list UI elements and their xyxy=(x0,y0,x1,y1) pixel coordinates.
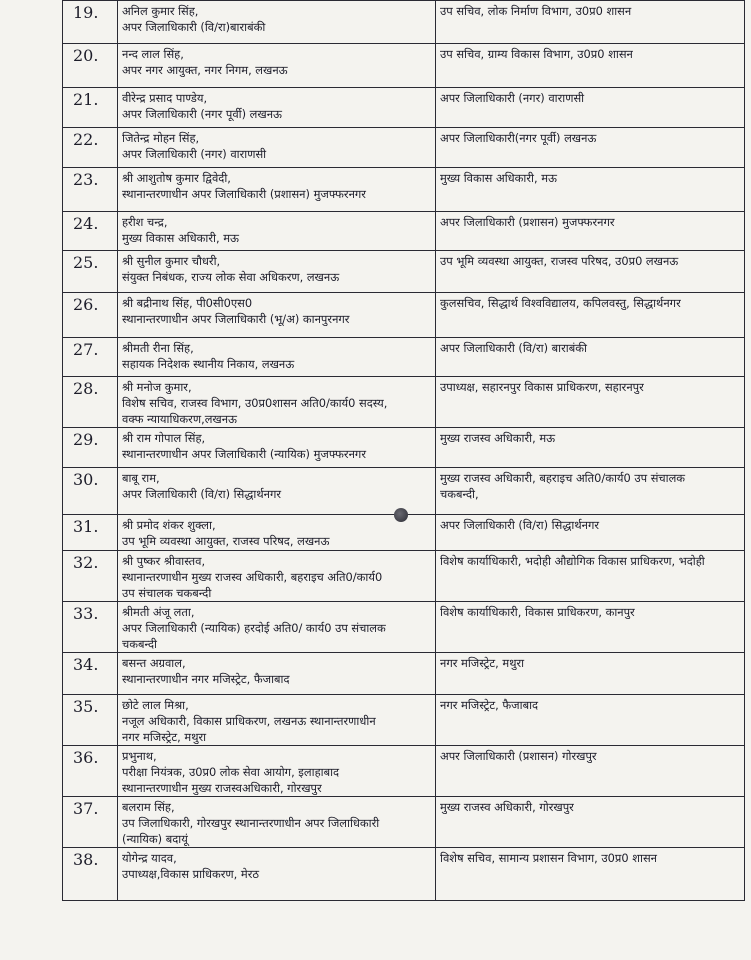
officer-name: श्री प्रमोद शंकर शुक्ला, xyxy=(122,518,216,532)
officer-current-cell xyxy=(118,515,436,551)
officer-name: श्री बद्रीनाथ सिंह, पी0सी0एस0 xyxy=(122,296,253,310)
officer-current-cell xyxy=(118,168,436,212)
serial-number: 34. xyxy=(63,653,118,695)
officer-current-cell xyxy=(118,212,436,251)
serial-number: 30. xyxy=(63,468,118,515)
new-post-line: अपर जिलाधिकारी(नगर पूर्वी) लखनऊ xyxy=(440,131,597,145)
current-post-line: स्थानान्तरणाधीन मुख्य राजस्वअधिकारी, गोरखपुर xyxy=(122,781,322,795)
current-post-line: उप जिलाधिकारी, गोरखपुर स्थानान्तरणाधीन अपर जिलाधिकारी xyxy=(122,816,380,830)
new-posting-cell xyxy=(436,128,745,168)
officer-current-cell xyxy=(118,695,436,746)
officer-current-cell xyxy=(118,746,436,797)
new-posting-cell xyxy=(436,695,745,746)
officer-name: प्रभुनाथ, xyxy=(122,749,157,763)
table-row xyxy=(63,168,745,212)
new-post-line: नगर मजिस्ट्रेट, मथुरा xyxy=(440,656,525,670)
table-row xyxy=(63,88,745,128)
serial-number: 31. xyxy=(63,515,118,551)
table-row xyxy=(63,428,745,468)
new-posting-cell xyxy=(436,428,745,468)
officer-name: श्रीमती अंजू लता, xyxy=(122,605,195,619)
current-post-line: अपर जिलाधिकारी (वि/रा) सिद्धार्थनगर xyxy=(122,487,282,501)
current-post-line: उपाध्यक्ष,विकास प्राधिकरण, मेरठ xyxy=(122,867,260,881)
new-post-line: अपर जिलाधिकारी (प्रशासन) मुजफ्फरनगर xyxy=(440,215,615,229)
serial-number: 24. xyxy=(63,212,118,251)
serial-number: 27. xyxy=(63,338,118,377)
new-posting-cell xyxy=(436,168,745,212)
table-row xyxy=(63,293,745,338)
new-posting-cell xyxy=(436,251,745,293)
current-post-line: मुख्य विकास अधिकारी, मऊ xyxy=(122,231,239,245)
officer-name: छोटे लाल मिश्रा, xyxy=(122,698,189,712)
new-posting-cell xyxy=(436,797,745,848)
table-row xyxy=(63,653,745,695)
current-post-line: अपर जिलाधिकारी (वि/रा)बाराबंकी xyxy=(122,20,266,34)
serial-number: 25. xyxy=(63,251,118,293)
table-row xyxy=(63,128,745,168)
new-posting-cell xyxy=(436,653,745,695)
officer-current-cell xyxy=(118,1,436,44)
new-post-line: कुलसचिव, सिद्धार्थ विश्वविद्यालय, कपिलवस्तु, सिद्धार्थनगर xyxy=(440,296,681,310)
serial-number: 19. xyxy=(63,1,118,44)
table-row xyxy=(63,251,745,293)
new-post-line: नगर मजिस्ट्रेट, फैजाबाद xyxy=(440,698,539,712)
table-row xyxy=(63,746,745,797)
officer-name: हरीश चन्द्र, xyxy=(122,215,168,229)
current-post-line: उप भूमि व्यवस्था आयुक्त, राजस्व परिषद, लखनऊ xyxy=(122,534,330,548)
table-row xyxy=(63,212,745,251)
table-row xyxy=(63,468,745,515)
serial-number: 23. xyxy=(63,168,118,212)
new-post-line: चकबन्दी, xyxy=(440,487,479,501)
officer-name: श्री आशुतोष कुमार द्विवेदी, xyxy=(122,171,231,185)
officer-name: श्रीमती रीना सिंह, xyxy=(122,341,194,355)
new-posting-cell xyxy=(436,746,745,797)
officer-current-cell xyxy=(118,468,436,515)
current-post-line: स्थानान्तरणाधीन अपर जिलाधिकारी (न्यायिक) मुजफ्फरनगर xyxy=(122,447,366,461)
table-row xyxy=(63,602,745,653)
serial-number: 38. xyxy=(63,848,118,901)
serial-number: 20. xyxy=(63,44,118,88)
new-posting-cell xyxy=(436,44,745,88)
transfer-list-sheet xyxy=(62,0,744,945)
new-post-line: मुख्य राजस्व अधिकारी, गोरखपुर xyxy=(440,800,574,814)
table-row xyxy=(63,338,745,377)
new-posting-cell xyxy=(436,212,745,251)
new-post-line: अपर जिलाधिकारी (प्रशासन) गोरखपुर xyxy=(440,749,597,763)
new-post-line: उप सचिव, ग्राम्य विकास विभाग, उ0प्र0 शासन xyxy=(440,47,633,61)
officer-name: बाबू राम, xyxy=(122,471,160,485)
new-posting-cell xyxy=(436,848,745,901)
serial-number: 21. xyxy=(63,88,118,128)
current-post-line: वक्फ न्यायाधिकरण,लखनऊ xyxy=(122,412,237,426)
officer-current-cell xyxy=(118,551,436,602)
new-posting-cell xyxy=(436,88,745,128)
officer-current-cell xyxy=(118,128,436,168)
current-post-line: चकबन्दी xyxy=(122,637,158,651)
new-post-line: अपर जिलाधिकारी (वि/रा) सिद्धार्थनगर xyxy=(440,518,600,532)
new-post-line: विशेष कार्याधिकारी, विकास प्राधिकरण, कानपुर xyxy=(440,605,635,619)
transfer-table xyxy=(62,0,745,901)
new-posting-cell xyxy=(436,377,745,428)
new-posting-cell xyxy=(436,1,745,44)
officer-name: अनिल कुमार सिंह, xyxy=(122,4,199,18)
officer-current-cell xyxy=(118,377,436,428)
table-row xyxy=(63,44,745,88)
officer-name: श्री मनोज कुमार, xyxy=(122,380,192,394)
table-row xyxy=(63,551,745,602)
table-row xyxy=(63,797,745,848)
current-post-line: विशेष सचिव, राजस्व विभाग, उ0प्र0शासन अति0/कार्य0 सदस्य, xyxy=(122,396,388,410)
new-posting-cell xyxy=(436,551,745,602)
serial-number: 33. xyxy=(63,602,118,653)
current-post-line: स्थानान्तरणाधीन अपर जिलाधिकारी (भू/अ) कानपुरनगर xyxy=(122,312,350,326)
serial-number: 26. xyxy=(63,293,118,338)
table-row xyxy=(63,1,745,44)
serial-number: 29. xyxy=(63,428,118,468)
new-post-line: मुख्य राजस्व अधिकारी, मऊ xyxy=(440,431,556,445)
officer-name: योगेन्द्र यादव, xyxy=(122,851,177,865)
table-row xyxy=(63,695,745,746)
officer-current-cell xyxy=(118,88,436,128)
officer-current-cell xyxy=(118,848,436,901)
new-posting-cell xyxy=(436,515,745,551)
officer-name: श्री सुनील कुमार चौधरी, xyxy=(122,254,221,268)
current-post-line: अपर जिलाधिकारी (न्यायिक) हरदोई अति0/ कार्य0 उप संचालक xyxy=(122,621,386,635)
current-post-line: सहायक निदेशक स्थानीय निकाय, लखनऊ xyxy=(122,357,295,371)
officer-current-cell xyxy=(118,44,436,88)
officer-current-cell xyxy=(118,602,436,653)
officer-name: बलराम सिंह, xyxy=(122,800,175,814)
officer-name: जितेन्द्र मोहन सिंह, xyxy=(122,131,200,145)
current-post-line: स्थानान्तरणाधीन नगर मजिस्ट्रेट, फैजाबाद xyxy=(122,672,290,686)
current-post-line: अपर जिलाधिकारी (नगर) वाराणसी xyxy=(122,147,267,161)
current-post-line: अपर जिलाधिकारी (नगर पूर्वी) लखनऊ xyxy=(122,107,282,121)
current-post-line: परीक्षा नियंत्रक, उ0प्र0 लोक सेवा आयोग, इलाहाबाद xyxy=(122,765,340,779)
new-post-line: विशेष सचिव, सामान्य प्रशासन विभाग, उ0प्र0 शासन xyxy=(440,851,657,865)
serial-number: 36. xyxy=(63,746,118,797)
officer-current-cell xyxy=(118,653,436,695)
officer-current-cell xyxy=(118,428,436,468)
serial-number: 37. xyxy=(63,797,118,848)
new-post-line: उप भूमि व्यवस्था आयुक्त, राजस्व परिषद, उ0प्र0 लखनऊ xyxy=(440,254,679,268)
officer-current-cell xyxy=(118,251,436,293)
table-row xyxy=(63,377,745,428)
serial-number: 28. xyxy=(63,377,118,428)
new-posting-cell xyxy=(436,293,745,338)
ink-dot-mark xyxy=(394,508,408,522)
serial-number: 22. xyxy=(63,128,118,168)
current-post-line: स्थानान्तरणाधीन मुख्य राजस्व अधिकारी, बहराइच अति0/कार्य0 xyxy=(122,570,383,584)
new-post-line: मुख्य राजस्व अधिकारी, बहराइच अति0/कार्य0 उप संचालक xyxy=(440,471,686,485)
new-posting-cell xyxy=(436,338,745,377)
serial-number: 32. xyxy=(63,551,118,602)
new-post-line: अपर जिलाधिकारी (वि/रा) बाराबंकी xyxy=(440,341,587,355)
current-post-line: अपर नगर आयुक्त, नगर निगम, लखनऊ xyxy=(122,63,288,77)
officer-name: श्री राम गोपाल सिंह, xyxy=(122,431,206,445)
new-post-line: उपाध्यक्ष, सहारनपुर विकास प्राधिकरण, सहारनपुर xyxy=(440,380,644,394)
officer-current-cell xyxy=(118,338,436,377)
serial-number: 35. xyxy=(63,695,118,746)
new-posting-cell xyxy=(436,602,745,653)
new-post-line: उप सचिव, लोक निर्माण विभाग, उ0प्र0 शासन xyxy=(440,4,632,18)
officer-current-cell xyxy=(118,797,436,848)
current-post-line: नगर मजिस्ट्रेट, मथुरा xyxy=(122,730,207,744)
officer-name: वीरेन्द्र प्रसाद पाण्डेय, xyxy=(122,91,208,105)
current-post-line: स्थानान्तरणाधीन अपर जिलाधिकारी (प्रशासन) मुजफ्फरनगर xyxy=(122,187,366,201)
officer-current-cell xyxy=(118,293,436,338)
current-post-line: संयुक्त निबंधक, राज्य लोक सेवा अधिकरण, लखनऊ xyxy=(122,270,340,284)
current-post-line: नजूल अधिकारी, विकास प्राधिकरण, लखनऊ स्थानान्तरणाधीन xyxy=(122,714,376,728)
current-post-line: (न्यायिक) बदायूं xyxy=(122,832,188,846)
table-row xyxy=(63,848,745,901)
current-post-line: उप संचालक चकबन्दी xyxy=(122,586,212,600)
new-post-line: मुख्य विकास अधिकारी, मऊ xyxy=(440,171,557,185)
officer-name: श्री पुष्कर श्रीवास्तव, xyxy=(122,554,206,568)
officer-name: बसन्त अग्रवाल, xyxy=(122,656,186,670)
new-post-line: विशेष कार्याधिकारी, भदोही औद्योगिक विकास प्राधिकरण, भदोही xyxy=(440,554,705,568)
new-post-line: अपर जिलाधिकारी (नगर) वाराणसी xyxy=(440,91,585,105)
officer-name: नन्द लाल सिंह, xyxy=(122,47,184,61)
new-posting-cell xyxy=(436,468,745,515)
